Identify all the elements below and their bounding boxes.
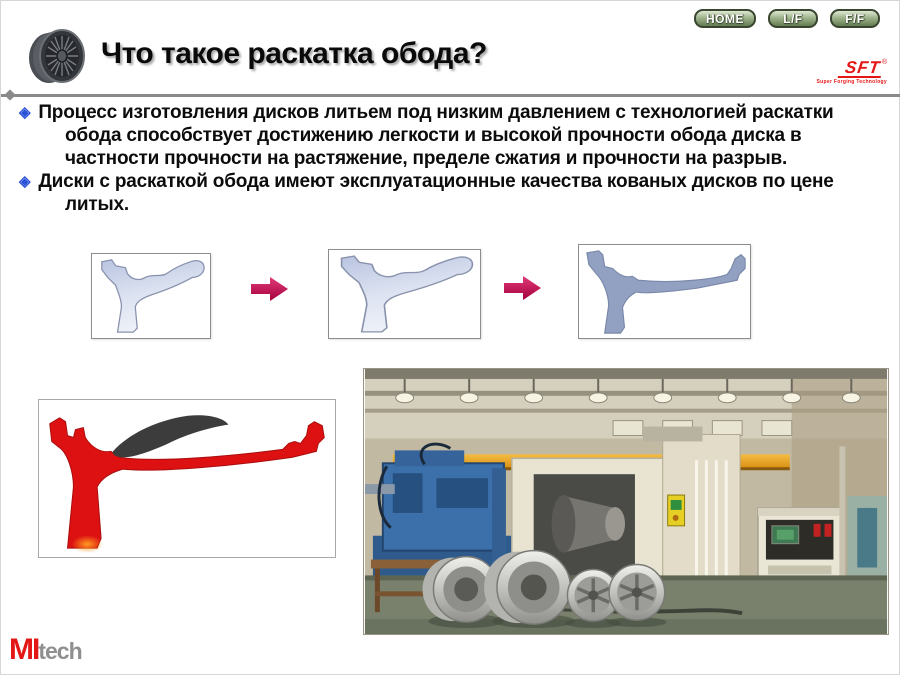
- sft-logo: [817, 59, 887, 85]
- wheel-rim: [484, 551, 570, 624]
- lf-button[interactable]: L/F: [768, 9, 818, 28]
- diamond-bullet-icon: ◈: [19, 173, 31, 190]
- process-arrow-icon: [504, 276, 541, 300]
- diamond-bullet-icon: ◈: [19, 104, 31, 121]
- flow-forming-machine-photo: [363, 368, 889, 635]
- bullet-item: [19, 170, 881, 216]
- mitech-logo: [9, 635, 82, 665]
- bullet-item: [19, 101, 881, 170]
- cast-rim-profile-diagram: [91, 253, 211, 339]
- wheel-rim: [609, 565, 665, 621]
- divider-diamond-icon: [4, 89, 15, 100]
- alloy-wheel-icon: [27, 28, 89, 86]
- registered-mark: ®: [881, 59, 887, 66]
- sft-logo-text: SFT: [837, 59, 883, 78]
- mitech-logo-tech: tech: [38, 638, 82, 664]
- ff-button[interactable]: F/F: [830, 9, 880, 28]
- bullet-text: Диски с раскаткой обода имеют эксплуатационные качества кованых дисков по цене литых.: [38, 171, 834, 215]
- page-title: Что такое раскатка обода?: [101, 37, 487, 70]
- sft-logo-subtitle: Super Forging Technology: [816, 79, 887, 85]
- stretched-rim-profile-diagram: [328, 249, 481, 339]
- bullet-text: Процесс изготовления дисков литьем под низким давлением с технологией раскатки обода способствует достижению легкости и высокой прочности обода диска в частности прочности на растяжение, пределе сжатия и прочности на разрыв.: [38, 102, 834, 169]
- nav-buttons: [694, 9, 880, 28]
- process-arrow-icon: [251, 277, 288, 301]
- title-divider: [1, 94, 900, 97]
- flow-formed-rim-profile-diagram: [578, 244, 751, 339]
- home-button[interactable]: HOME: [694, 9, 756, 28]
- bullet-list: [19, 101, 881, 216]
- mitech-logo-mi: MI: [9, 633, 39, 666]
- rim-rolling-diagram: [38, 399, 336, 558]
